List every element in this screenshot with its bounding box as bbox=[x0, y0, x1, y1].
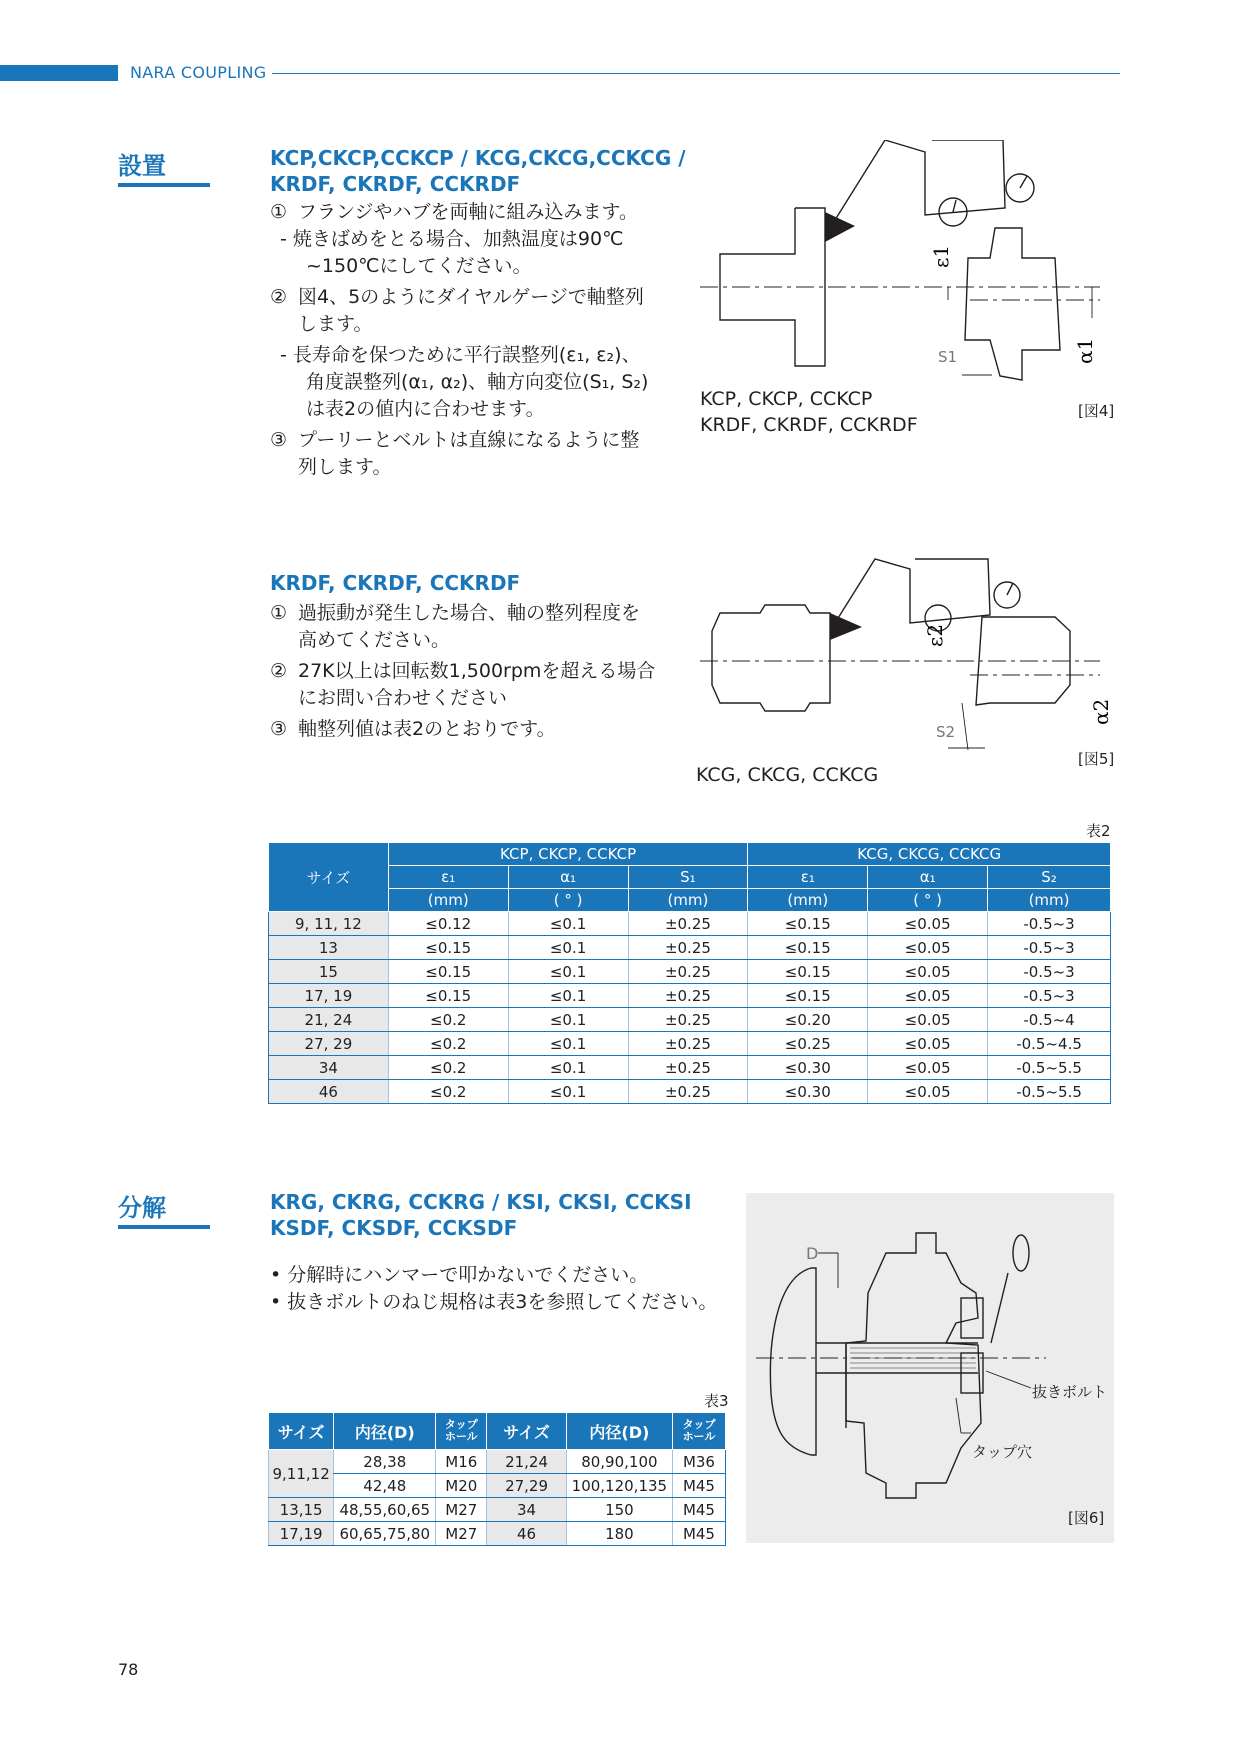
extraction-bolt-table bbox=[268, 1412, 726, 1546]
page-number: 78 bbox=[118, 1660, 139, 1679]
value-cell: ≤0.15 bbox=[748, 984, 868, 1008]
value-cell: -0.5~3 bbox=[988, 936, 1111, 960]
value-cell: ≤0.05 bbox=[868, 1056, 988, 1080]
table-2-unit-header: (mm) bbox=[388, 889, 508, 912]
table-2-group-1-header: KCP, CKCP, CCKCP bbox=[388, 843, 748, 866]
table-3-size-header: サイズ bbox=[269, 1413, 334, 1450]
value-cell: ≤0.1 bbox=[508, 1056, 628, 1080]
value-cell: -0.5~4.5 bbox=[988, 1032, 1111, 1056]
table-row bbox=[269, 1032, 1111, 1056]
fig6-bolt-label: 抜きボルト bbox=[1032, 1383, 1108, 1401]
value-cell: ≤0.1 bbox=[508, 1008, 628, 1032]
value-cell: ≤0.1 bbox=[508, 912, 628, 936]
disassembly-notes: • 分解時にハンマーで叩かないでください。 • 抜きボルトのねじ規格は表3を参照してください。 bbox=[270, 1264, 718, 1313]
fig6-d-label: D bbox=[806, 1244, 819, 1263]
value-cell: ≤0.30 bbox=[748, 1080, 868, 1104]
table-2-unit-header: (mm) bbox=[988, 889, 1111, 912]
value-cell: ≤0.12 bbox=[388, 912, 508, 936]
table-row bbox=[269, 936, 1111, 960]
table-3-size-header: サイズ bbox=[487, 1413, 567, 1450]
table-3-bore-header: 内径(D) bbox=[334, 1413, 436, 1450]
table-2-unit-header: (mm) bbox=[628, 889, 748, 912]
table-row: 42,48 M20 27,29 100,120,135 M45 bbox=[269, 1474, 726, 1498]
table-3-caption: 表3 bbox=[704, 1392, 729, 1410]
table-row: 9,11,12 28,38 M16 21,24 80,90,100 M36 bbox=[269, 1450, 726, 1474]
fig4-s-label: S1 bbox=[938, 348, 958, 366]
table-2-col-header: ε₁ bbox=[388, 866, 508, 889]
size-cell: 27, 29 bbox=[269, 1032, 389, 1056]
value-cell: ≤0.2 bbox=[388, 1032, 508, 1056]
value-cell: ≤0.05 bbox=[868, 912, 988, 936]
value-cell: ±0.25 bbox=[628, 1056, 748, 1080]
value-cell: ≤0.15 bbox=[748, 960, 868, 984]
figure-5-caption: [図5] bbox=[1078, 750, 1115, 768]
value-cell: -0.5~3 bbox=[988, 960, 1111, 984]
table-row bbox=[269, 912, 1111, 936]
header-accent-bar bbox=[0, 65, 118, 81]
value-cell: ≤0.1 bbox=[508, 1032, 628, 1056]
size-cell: 13 bbox=[269, 936, 389, 960]
figure-4-caption: [図4] bbox=[1078, 402, 1115, 420]
disassembly-subtitle: KRG, CKRG, CCKRG / KSI, CKSI, CCKSI KSDF, CKSDF, CCKSDF bbox=[270, 1190, 692, 1240]
install-subtitle-2: KRDF, CKRDF, CCKRDF bbox=[270, 571, 521, 595]
table-2-col-header: α₁ bbox=[868, 866, 988, 889]
figure-5-diagram bbox=[700, 555, 1120, 755]
fig4-alpha-label: α1 bbox=[1073, 337, 1097, 364]
value-cell: ≤0.15 bbox=[748, 912, 868, 936]
table-row bbox=[269, 984, 1111, 1008]
disassembly-title-rule bbox=[118, 1225, 210, 1229]
value-cell: ≤0.1 bbox=[508, 960, 628, 984]
value-cell: ≤0.20 bbox=[748, 1008, 868, 1032]
table-row bbox=[269, 960, 1111, 984]
value-cell: ≤0.1 bbox=[508, 984, 628, 1008]
value-cell: ±0.25 bbox=[628, 1008, 748, 1032]
value-cell: ±0.25 bbox=[628, 984, 748, 1008]
table-row bbox=[269, 1080, 1111, 1104]
table-3-bore-header: 内径(D) bbox=[566, 1413, 672, 1450]
table-3-tap-header: タップ ホール bbox=[672, 1413, 725, 1450]
table-2-caption: 表2 bbox=[1086, 822, 1111, 840]
fig5-alpha-label: α2 bbox=[1089, 698, 1113, 725]
table-row bbox=[269, 1056, 1111, 1080]
value-cell: ≤0.05 bbox=[868, 984, 988, 1008]
table-2-col-header: S₂ bbox=[988, 866, 1111, 889]
brand-name: NARA COUPLING bbox=[130, 63, 267, 82]
figure-5-label: KCG, CKCG, CCKCG bbox=[696, 764, 879, 786]
value-cell: -0.5~5.5 bbox=[988, 1056, 1111, 1080]
value-cell: -0.5~3 bbox=[988, 912, 1111, 936]
value-cell: -0.5~3 bbox=[988, 984, 1111, 1008]
figure-4-label: KCP, CKCP, CCKCP KRDF, CKRDF, CCKRDF bbox=[700, 388, 918, 436]
fig6-tap-label: タップ穴 bbox=[972, 1443, 1033, 1461]
value-cell: ≤0.2 bbox=[388, 1056, 508, 1080]
size-cell: 17, 19 bbox=[269, 984, 389, 1008]
value-cell: ≤0.05 bbox=[868, 936, 988, 960]
figure-6-diagram bbox=[746, 1193, 1114, 1543]
value-cell: ≤0.15 bbox=[388, 960, 508, 984]
value-cell: ≤0.2 bbox=[388, 1080, 508, 1104]
value-cell: -0.5~5.5 bbox=[988, 1080, 1111, 1104]
fig5-epsilon-label: ε2 bbox=[923, 623, 947, 647]
install-section-title: 設置 bbox=[118, 152, 166, 180]
table-2-group-2-header: KCG, CKCG, CCKCG bbox=[748, 843, 1111, 866]
size-cell: 21, 24 bbox=[269, 1008, 389, 1032]
figure-4-diagram bbox=[700, 140, 1120, 390]
table-3-tap-header: タップ ホール bbox=[436, 1413, 487, 1450]
size-cell: 9, 11, 12 bbox=[269, 912, 389, 936]
value-cell: ≤0.2 bbox=[388, 1008, 508, 1032]
value-cell: -0.5~4 bbox=[988, 1008, 1111, 1032]
install-steps-1: ① フランジやハブを両軸に組み込みます。 - 焼きばめをとる場合、加熱温度は90℃ ~150℃にしてください。 ② 図4、5のようにダイヤルゲージで軸整列 します。 - 長寿命を保つために平行誤整列(ε₁, ε₂)、 角度誤整列(α₁, α₂)、軸方向変位(S₁, S₂) は表2の値内に合わせます。 ③ プーリーとベルトは直線になるように整 列します。 bbox=[270, 201, 649, 478]
value-cell: ±0.25 bbox=[628, 936, 748, 960]
size-cell: 46 bbox=[269, 1080, 389, 1104]
table-2-col-header: ε₁ bbox=[748, 866, 868, 889]
value-cell: ≤0.15 bbox=[388, 984, 508, 1008]
table-2-unit-header: (mm) bbox=[748, 889, 868, 912]
value-cell: ±0.25 bbox=[628, 912, 748, 936]
value-cell: ≤0.1 bbox=[508, 1080, 628, 1104]
value-cell: ±0.25 bbox=[628, 1032, 748, 1056]
value-cell: ≤0.05 bbox=[868, 1080, 988, 1104]
value-cell: ≤0.1 bbox=[508, 936, 628, 960]
value-cell: ≤0.15 bbox=[388, 936, 508, 960]
table-2-col-header: S₁ bbox=[628, 866, 748, 889]
install-steps-2: ① 過振動が発生した場合、軸の整列程度を 高めてください。 ② 27K以上は回転数1,500rpmを超える場合 にお問い合わせください ③ 軸整列値は表2のとおりです。 bbox=[270, 602, 656, 740]
size-cell: 15 bbox=[269, 960, 389, 984]
value-cell: ≤0.05 bbox=[868, 1008, 988, 1032]
table-2-unit-header: ( ° ) bbox=[508, 889, 628, 912]
value-cell: ±0.25 bbox=[628, 1080, 748, 1104]
table-2-size-header: サイズ bbox=[269, 843, 389, 912]
value-cell: ±0.25 bbox=[628, 960, 748, 984]
value-cell: ≤0.30 bbox=[748, 1056, 868, 1080]
figure-6-caption: [図6] bbox=[1068, 1509, 1105, 1527]
alignment-table bbox=[268, 842, 1111, 1104]
table-row bbox=[269, 1008, 1111, 1032]
value-cell: ≤0.05 bbox=[868, 960, 988, 984]
table-row: 13,15 48,55,60,65 M27 34 150 M45 bbox=[269, 1498, 726, 1522]
table-2-col-header: α₁ bbox=[508, 866, 628, 889]
install-title-rule bbox=[118, 183, 210, 187]
value-cell: ≤0.05 bbox=[868, 1032, 988, 1056]
fig5-s-label: S2 bbox=[936, 723, 956, 741]
table-row: 17,19 60,65,75,80 M27 46 180 M45 bbox=[269, 1522, 726, 1546]
size-cell: 34 bbox=[269, 1056, 389, 1080]
header-rule bbox=[272, 73, 1120, 74]
figure-6-panel bbox=[746, 1193, 1114, 1543]
fig4-epsilon-label: ε1 bbox=[929, 244, 953, 268]
disassembly-section-title: 分解 bbox=[118, 1194, 166, 1222]
table-2-unit-header: ( ° ) bbox=[868, 889, 988, 912]
install-subtitle-1: KCP,CKCP,CCKCP / KCG,CKCG,CCKCG / KRDF, CKRDF, CCKRDF bbox=[270, 146, 686, 196]
value-cell: ≤0.25 bbox=[748, 1032, 868, 1056]
value-cell: ≤0.15 bbox=[748, 936, 868, 960]
